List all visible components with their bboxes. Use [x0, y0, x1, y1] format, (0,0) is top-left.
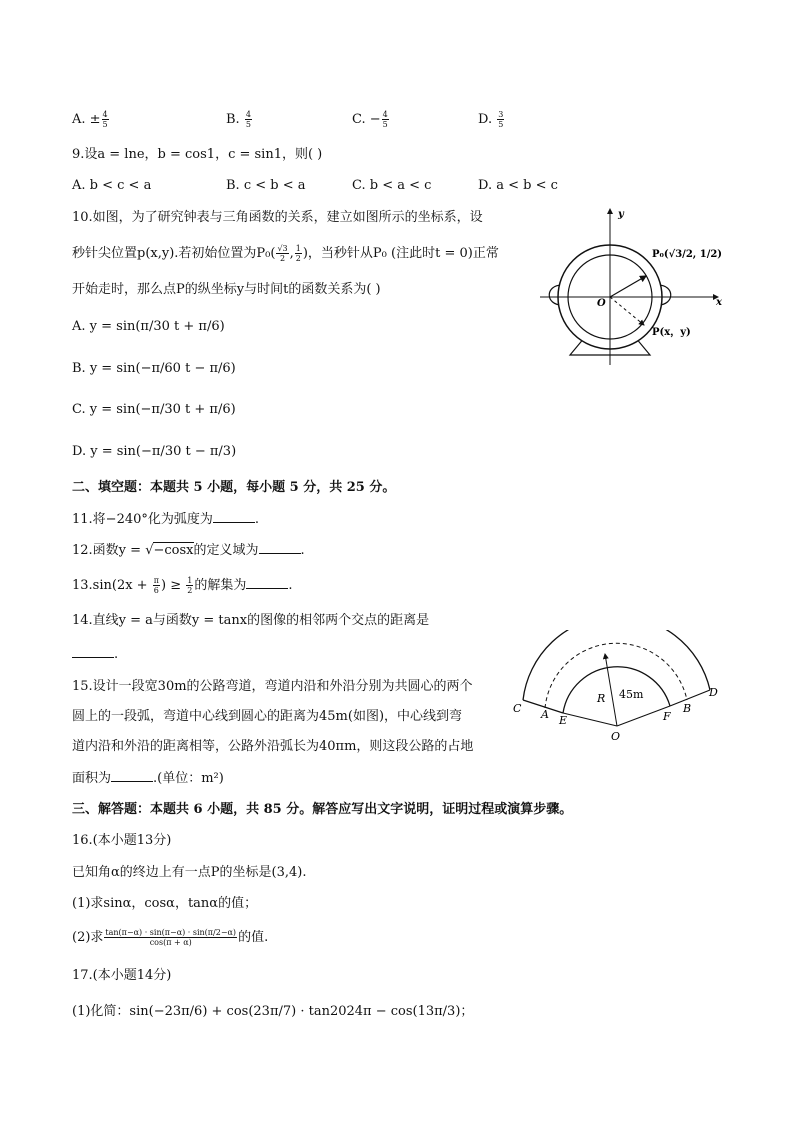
- q16-stem: 已知角α的终边上有一点P的坐标是(3,4).: [72, 865, 307, 880]
- q10-option-a: A. y = sin(π/30 t + π/6): [72, 319, 225, 334]
- q8-c-den: 5: [382, 120, 388, 129]
- q8-a-num: 4: [102, 110, 108, 119]
- q9-option-c: C. b < a < c: [352, 178, 432, 193]
- q8-option-a-fraction: [102, 110, 109, 129]
- q15-line4-prefix: 面积为: [72, 771, 112, 786]
- road-label-f: F: [663, 710, 671, 723]
- q8-option-d-fraction: [497, 110, 504, 129]
- q11-answer-blank: [213, 510, 255, 523]
- q8-option-c-prefix: C. −: [352, 112, 381, 127]
- q10-option-c: C. y = sin(−π/30 t + π/6): [72, 402, 236, 417]
- q8-c-num: 4: [382, 110, 388, 119]
- q8-option-b-prefix: B.: [226, 112, 240, 127]
- frac-num: √3: [277, 244, 288, 253]
- frac-num: π: [153, 576, 159, 585]
- q15-line4-suffix: .(单位：m²): [153, 771, 224, 786]
- frac-num: 1: [295, 244, 301, 253]
- q10-sqrt3-over-2: [276, 244, 288, 263]
- road-label-r: R: [597, 692, 606, 705]
- road-label-a: A: [541, 708, 549, 721]
- q16-part2-suffix: 的值.: [238, 930, 269, 945]
- clock-x-label: x: [716, 297, 722, 308]
- q8-d-num: 3: [498, 110, 504, 119]
- road-label-b: B: [683, 702, 692, 715]
- frac-den: 2: [295, 254, 301, 263]
- q13-one-half: [186, 576, 193, 595]
- q8-option-a-prefix: A. ±: [72, 112, 101, 127]
- q10-line2: 秒针尖位置p(x,y).若初始位置为P₀( $\frac{√3}{2}$ , $\frac{1}{2}$ )，当秒针从P₀ (注此时t = 0)正常: [72, 244, 499, 263]
- q8-option-a: [72, 110, 110, 129]
- q15-answer-blank: [111, 769, 153, 782]
- q15-line2: 圆上的一段弧，弯道中心线到圆心的距离为45m(如图)，中心线到弯: [72, 709, 463, 724]
- section3-heading: 三、解答题：本题共 6 小题，共 85 分。解答应写出文字说明，证明过程或演算步骤。: [72, 802, 573, 817]
- q15-line1: 15.设计一段宽30m的公路弯道，弯道内沿和外沿分别为共圆心的两个: [72, 679, 473, 694]
- q14-line1: 14.直线y = a与函数y = tanx的图像的相邻两个交点的距离是: [72, 613, 430, 628]
- q8-option-c: [352, 110, 390, 129]
- q11-text: 11.将−240°化为弧度为: [72, 512, 213, 527]
- clock-p0-label: P₀(√3/2, 1/2): [652, 249, 723, 260]
- q16-part1: (1)求sinα，cosα，tanα的值；: [72, 896, 258, 911]
- q8-d-den: 5: [498, 120, 504, 129]
- q15-line4: [72, 769, 224, 788]
- q15-line3: 道内沿和外沿的距离相等，公路外沿弧长为40πm，则这段公路的占地: [72, 739, 474, 754]
- q13-mid: ) ≥: [160, 578, 186, 593]
- q8-b-den: 5: [245, 120, 251, 129]
- road-label-c: C: [513, 702, 522, 715]
- q8-option-d-prefix: D.: [478, 112, 493, 127]
- q16-part2-fraction: [104, 928, 237, 947]
- q13-pi-over-6: [153, 576, 160, 595]
- q12-radicand: −cosx: [153, 543, 194, 558]
- q14-line2: .: [72, 645, 118, 664]
- q13-suffix: 的解集为: [194, 578, 247, 593]
- q13: 13.sin(2x + $\frac{\pi}{6}$ ) ≥ $\frac{1}{2}$ 的解集为 .: [72, 576, 293, 595]
- q8-option-b-fraction: [245, 110, 252, 129]
- q16-part2: [72, 928, 268, 947]
- q10-line1: 10.如图，为了研究钟表与三角函数的关系，建立如图所示的坐标系，设: [72, 210, 483, 225]
- q8-option-d: [478, 110, 505, 129]
- frac-den: 2: [279, 254, 286, 263]
- q16-part2-numerator: tan(π−α) · sin(π−α) · sin(π/2−α): [105, 928, 237, 937]
- q10-line2-a: 秒针尖位置p(x,y).若初始位置为P₀(: [72, 246, 276, 261]
- clock-p-label: P(x，y): [652, 327, 691, 338]
- q8-a-den: 5: [102, 120, 108, 129]
- q13-answer-blank: [246, 576, 288, 589]
- q8-b-num: 4: [245, 110, 251, 119]
- q14-answer-blank: [72, 645, 114, 658]
- q12-prefix: 12.函数y =: [72, 543, 146, 558]
- frac-den: 2: [187, 586, 193, 595]
- q16-part2-denominator: cos(π + α): [149, 938, 192, 947]
- q12: 12.函数y = √−cosx的定义域为 .: [72, 543, 305, 558]
- q16-title: 16.(本小题13分): [72, 833, 172, 848]
- q17-part1: (1)化简：sin(−23π/6) + cos(23π/7) · tan2024π − cos(13π/3)；: [72, 1004, 474, 1019]
- road-label-e: E: [559, 714, 568, 727]
- q8-option-b: [226, 110, 253, 129]
- q13-prefix: 13.sin(2x +: [72, 578, 152, 593]
- road-curve-figure: [505, 630, 740, 745]
- section2-heading: 二、填空题：本题共 5 小题，每小题 5 分，共 25 分。: [72, 480, 396, 495]
- q16-part2-prefix: (2)求: [72, 930, 104, 945]
- frac-den: 6: [153, 586, 159, 595]
- q9-option-b: B. c < b < a: [226, 178, 306, 193]
- clock-origin-label: O: [597, 298, 606, 309]
- q9-option-a: A. b < c < a: [72, 178, 152, 193]
- q10-one-half: [295, 244, 302, 263]
- q10-line3: 开始走时，那么点P的纵坐标y与时间t的函数关系为( ): [72, 282, 381, 297]
- q17-title: 17.(本小题14分): [72, 968, 172, 983]
- q12-suffix: 的定义域为: [193, 543, 259, 558]
- q11: 11.将−240°化为弧度为 .: [72, 512, 260, 527]
- q9-stem: 9.设a = lne，b = cos1，c = sin1，则( ): [72, 147, 323, 162]
- clock-y-label: y: [618, 209, 624, 220]
- sqrt-sign: √: [145, 543, 154, 558]
- q10-option-d: D. y = sin(−π/30 t − π/3): [72, 444, 237, 459]
- frac-num: 1: [187, 576, 193, 585]
- q10-line2-b: )，当秒针从P₀ (注此时t = 0)正常: [302, 246, 499, 261]
- clock-figure: [540, 205, 730, 365]
- q12-answer-blank: [259, 541, 301, 554]
- q8-option-c-fraction: [382, 110, 389, 129]
- road-label-d: D: [709, 686, 718, 699]
- q10-option-b: B. y = sin(−π/60 t − π/6): [72, 361, 236, 376]
- road-label-o: O: [611, 730, 621, 743]
- q9-option-d: D. a < b < c: [478, 178, 558, 193]
- road-label-45m: 45m: [619, 688, 644, 701]
